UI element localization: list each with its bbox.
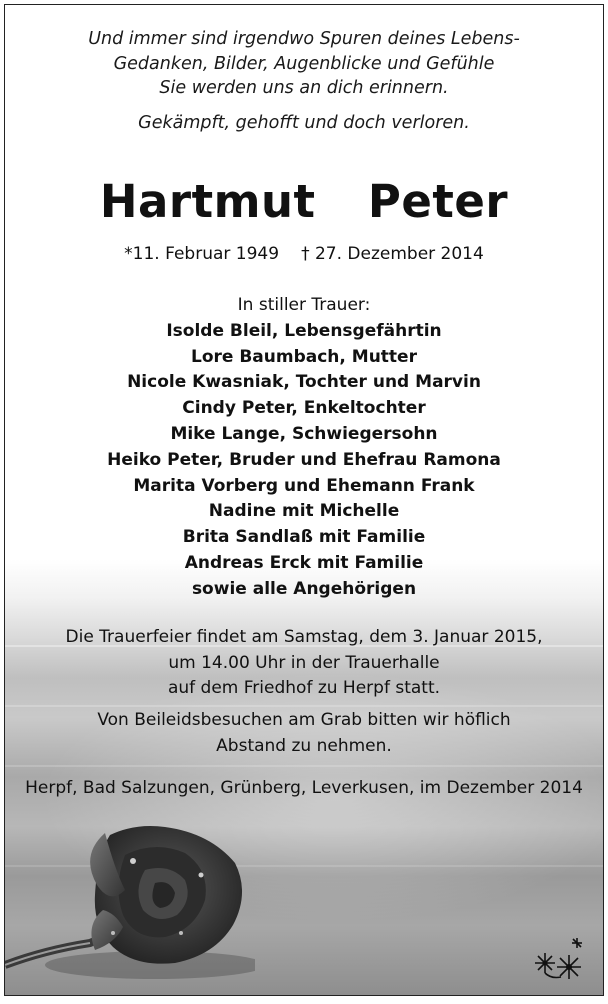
quote-line: Gekämpft, gehofft und doch verloren. [138, 112, 470, 133]
mourner-name: Andreas Erck mit Familie [184, 552, 424, 573]
mourner-name: Mike Lange, Schwiegersohn [170, 423, 438, 444]
service-line: Die Trauerfeier findet am Samstag, dem 3. Januar 2015, [65, 627, 543, 647]
mourner-name: Heiko Peter, Bruder und Ehefrau Ramona [107, 449, 501, 470]
place-and-date: Herpf, Bad Salzungen, Grünberg, Leverkusen, im Dezember 2014 [25, 778, 583, 798]
mourners-intro: In stiller Trauer: [237, 295, 371, 315]
mourner-name: Brita Sandlaß mit Familie [182, 527, 426, 548]
water-reflection [5, 705, 603, 707]
mourner-name: Nadine mit Michelle [208, 501, 400, 522]
mourner-name: Cindy Peter, Enkeltochter [182, 398, 426, 419]
memorial-quote [5, 27, 603, 135]
note-line: Abstand zu nehmen. [216, 735, 392, 756]
service-line: auf dem Friedhof zu Herpf statt. [167, 678, 441, 698]
mourner-name: Isolde Bleil, Lebensgefährtin [166, 320, 442, 341]
condolence-note [5, 708, 603, 759]
obituary-card [4, 4, 604, 996]
mourner-name: sowie alle Angehörigen [191, 578, 417, 599]
quote-line: Sie werden uns an dich erinnern. [159, 78, 449, 98]
deceased-name: Hartmut Peter [99, 175, 509, 228]
mourners-section [5, 293, 603, 603]
life-dates [5, 244, 603, 264]
floral-logo-icon [527, 933, 587, 983]
rose-image [5, 815, 255, 995]
mourner-name: Lore Baumbach, Mutter [191, 346, 417, 367]
mourner-name: Marita Vorberg und Ehemann Frank [133, 475, 475, 496]
mourner-name: Nicole Kwasniak, Tochter und Marvin [127, 372, 481, 393]
funeral-service-info [5, 625, 603, 702]
quote-line: Gedanken, Bilder, Augenblicke und Gefühle [113, 53, 495, 74]
death-date: † 27. Dezember 2014 [301, 244, 484, 264]
water-reflection [5, 765, 603, 767]
quote-line: Und immer sind irgendwo Spuren deines Lebens- [88, 29, 520, 49]
note-line: Von Beileidsbesuchen am Grab bitten wir höflich [97, 710, 511, 730]
birth-date: *11. Februar 1949 [124, 244, 280, 264]
service-line: um 14.00 Uhr in der Trauerhalle [168, 652, 440, 673]
